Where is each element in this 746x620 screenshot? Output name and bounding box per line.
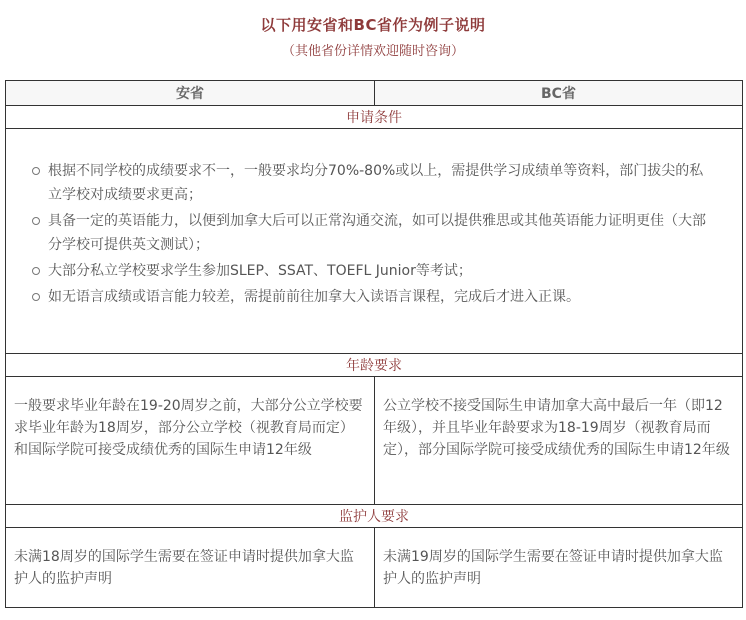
list-item (48, 209, 712, 257)
guardian-bc-cell: 未满19周岁的国际学生需要在签证申请时提供加拿大监护人的监护声明 (375, 528, 743, 608)
section-header-row (6, 505, 743, 528)
section-header-row (6, 106, 743, 129)
page-title: 以下用安省和BC省作为例子说明 (260, 16, 486, 34)
list-item-text: 根据不同学校的成绩要求不一，一般要求均分70%-80%或以上，需提供学习成绩单等资料，部门拔尖的私立学校对成绩要求更高； (48, 163, 704, 203)
column-header-ontario: 安省 (6, 81, 375, 106)
conditions-cell (6, 129, 743, 354)
guardian-row (6, 528, 743, 608)
list-item-text: 大部分私立学校要求学生参加SLEP、SSAT、TOEFL Junior等考试； (48, 263, 472, 279)
list-item-text: 具备一定的英语能力，以便到加拿大后可以正常沟通交流，如可以提供雅思或其他英语能力证明更佳（大部分学校可提供英文测试）； (48, 213, 706, 253)
circle-bullet-icon (32, 267, 40, 275)
list-item-text: 如无语言成绩或语言能力较差，需提前前往加拿大入读语言课程，完成后才进入正课。 (48, 289, 580, 305)
column-header-bc: BC省 (375, 81, 743, 106)
circle-bullet-icon (32, 217, 40, 225)
list-item (48, 259, 712, 283)
conditions-list (6, 129, 742, 309)
page-subtitle: （其他省份详情欢迎随时咨询） (281, 44, 464, 59)
comparison-table (5, 80, 743, 608)
list-item (48, 285, 712, 309)
list-item (48, 159, 712, 207)
age-row (6, 377, 743, 505)
section-title-conditions: 申请条件 (6, 106, 743, 129)
age-bc-cell: 公立学校不接受国际生申请加拿大高中最后一年（即12年级），并且毕业年龄要求为18-19周岁（视教育局而定），部分国际学院可接受成绩优秀的国际生申请12年级 (375, 377, 743, 505)
guardian-ontario-cell: 未满18周岁的国际学生需要在签证申请时提供加拿大监护人的监护声明 (6, 528, 375, 608)
section-title-guardian: 监护人要求 (6, 505, 743, 528)
section-title-age: 年龄要求 (6, 354, 743, 377)
section-header-row (6, 354, 743, 377)
circle-bullet-icon (32, 293, 40, 301)
age-ontario-cell: 一般要求毕业年龄在19-20周岁之前，大部分公立学校要求毕业年龄为18周岁，部分公立学校（视教育局而定）和国际学院可接受成绩优秀的国际生申请12年级 (6, 377, 375, 505)
column-header-row (6, 81, 743, 106)
circle-bullet-icon (32, 167, 40, 175)
conditions-row (6, 129, 743, 354)
